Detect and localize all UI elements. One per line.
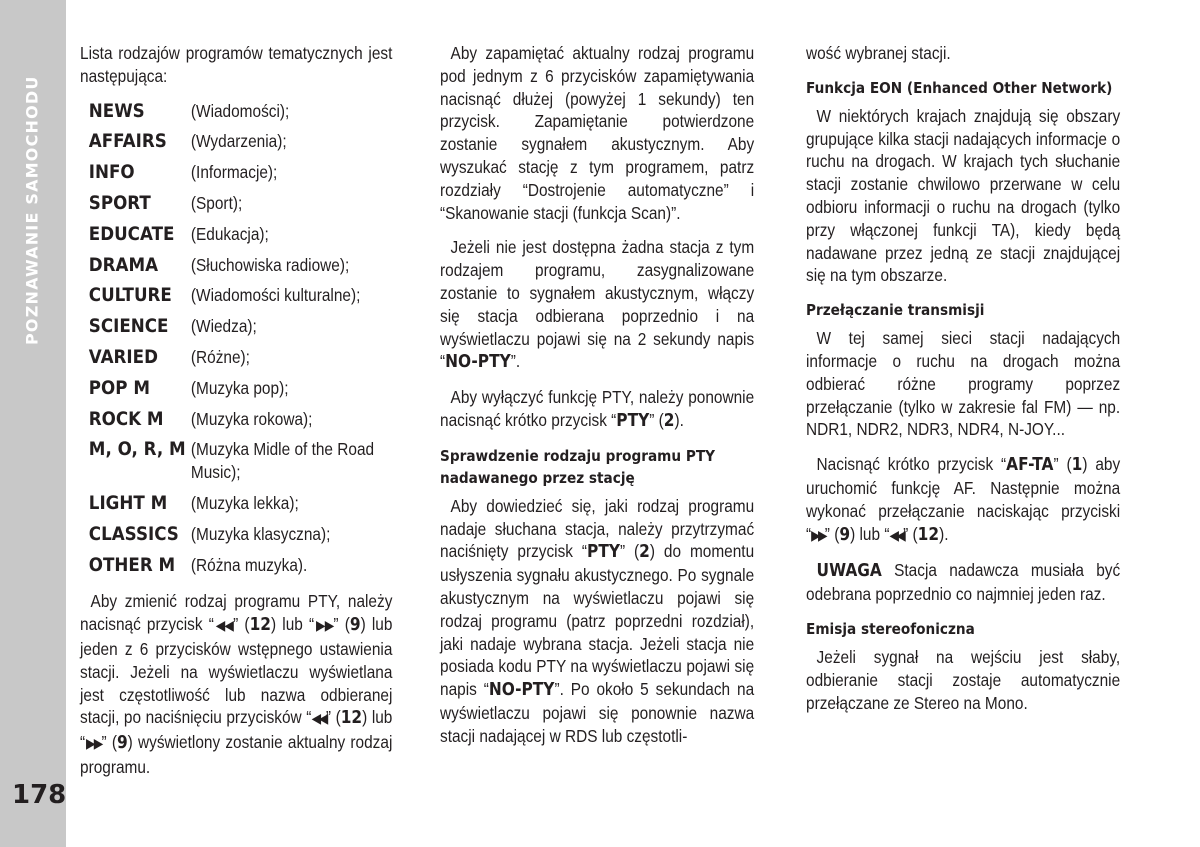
pty-code: LIGHT M <box>88 491 168 514</box>
column-2 <box>440 42 754 760</box>
next-icon: ▶▶ <box>314 618 334 635</box>
pty-code: INFO <box>88 161 135 184</box>
paragraph-switching: W tej samej sieci stacji nadających informacje o ruchu na drogach można odbierać różne programy poprzez przełączanie (tylko w zakresie fal FM) — np. NDR1, NDR2, NDR3, NDR4, N-JOY... <box>806 328 1121 440</box>
paragraph-change-pty: Aby zmienić rodzaj programu PTY, należy nacisnąć przycisk “◀◀” (12) lub “▶▶” (9) lub jeden z 6 przycisków wstępnego ustawienia stacji. Jeżeli na wyświetlaczu wyświetlana jest częstotliwość lub nazwa odbieranej stacji, po naciśnięciu przycisków “◀◀” (12) lub “▶▶” (9) wyświetlony zostanie aktualny rodzaj programu. <box>80 591 393 777</box>
paragraph-note: UWAGA Stacja nadawcza musiała być odebrana poprzednio co najmniej jeden raz. <box>806 560 1121 605</box>
pty-row <box>89 523 393 554</box>
pty-code: NEWS <box>88 99 145 122</box>
pty-code: VARIED <box>88 345 158 368</box>
paragraph-disable-pty: Aby wyłączyć funkcję PTY, należy ponownie nacisnąć krótko przycisk “PTY” (2). <box>440 387 755 431</box>
pty-code: EDUCATE <box>88 222 175 245</box>
pty-description: (Różne); <box>190 346 250 367</box>
paragraph-af-ta: Nacisnąć krótko przycisk “AF-TA” (1) aby uruchomić funkcję AF. Następnie można wykonać przełączanie naciskając przyciski “▶▶” (9) lub “◀◀” (12). <box>806 454 1121 545</box>
pty-description: (Wiadomości); <box>190 100 290 121</box>
prev-icon: ◀◀ <box>213 618 234 635</box>
pty-code: M, O, R, M <box>88 438 186 461</box>
pty-description: (Sport); <box>190 192 243 213</box>
paragraph-stereo: Jeżeli sygnał na wejściu jest słaby, odbieranie stacji zostaje automatycznie przełączane ze Stereo na Mono. <box>806 646 1121 713</box>
pty-row <box>89 377 393 408</box>
column-3 <box>806 42 1120 726</box>
pty-row <box>89 315 393 346</box>
pty-row <box>89 223 393 254</box>
pty-row <box>89 161 393 192</box>
heading-switching: Przełączanie transmisji <box>806 301 985 320</box>
pty-row <box>89 100 393 131</box>
pty-description: (Muzyka rokowa); <box>190 408 313 429</box>
pty-description: (Muzyka pop); <box>190 377 289 398</box>
pty-row <box>89 254 393 285</box>
paragraph-continuation: wość wybranej stacji. <box>806 43 951 63</box>
side-bar <box>0 0 66 847</box>
prev-icon: ◀◀ <box>311 711 326 728</box>
pty-row <box>89 408 393 439</box>
pty-code: OTHER M <box>88 553 176 576</box>
heading-check-pty: Sprawdzenie rodzaju programu PTY nadawanego przez stację <box>440 446 716 487</box>
pty-description: (Słuchowiska radiowe); <box>190 254 350 275</box>
pty-description: (Wydarzenia); <box>190 131 287 152</box>
pty-row <box>89 130 393 161</box>
pty-intro: Lista rodzajów programów tematycznych jest następująca: <box>80 43 393 86</box>
pty-row <box>89 492 393 523</box>
pty-description: (Wiedza); <box>190 316 257 337</box>
pty-description: (Wiadomości kulturalne); <box>190 285 361 306</box>
pty-description: (Edukacja); <box>190 223 269 244</box>
pty-description: (Muzyka lekka); <box>190 492 299 513</box>
pty-row <box>89 284 393 315</box>
pty-row <box>89 438 393 492</box>
pty-code: AFFAIRS <box>88 130 167 153</box>
pty-row <box>89 346 393 377</box>
pty-code: SPORT <box>88 191 151 214</box>
heading-stereo: Emisja stereofoniczna <box>806 619 975 638</box>
pty-code: DRAMA <box>88 253 159 276</box>
section-title: POZNAWANIE SAMOCHODU <box>22 75 42 345</box>
column-1 <box>80 42 392 791</box>
next-icon: ▶▶ <box>85 736 102 753</box>
paragraph-no-pty: Jeżeli nie jest dostępna żadna stacja z tym rodzajem programu, zasygnalizowane zostanie to sygnałem akustycznym, włączy się stacja odbierana poprzednio i na wyświetlaczu pojawi się na 2 sekundy napis “NO-PTY”. <box>440 237 755 373</box>
page-number: 178 <box>12 780 67 810</box>
pty-description: (Muzyka Midle of the Road Music); <box>190 439 375 483</box>
paragraph-store-pty: Aby zapamiętać aktualny rodzaj programu pod jednym z 6 przycisków zapamiętywania nacisnąć dłużej (powyżej 1 sekundy) ten przycisk. Zapamiętanie potwierdzone zostanie sygnałem akustycznym. Aby wyszukać stację z tym programem, patrz rozdziały “Dostrojenie automatyczne” i “Skanowanie stacji (funkcja Scan)”. <box>440 43 755 223</box>
pty-code: CLASSICS <box>88 522 179 545</box>
pty-code: CULTURE <box>88 284 172 307</box>
pty-description: (Informacje); <box>190 162 278 183</box>
paragraph-eon: W niektórych krajach znajdują się obszary grupujące kilka stacji nadających informacje o ruchu na drogach. W krajach tych słuchanie stacji zostanie chwilowo przerwane w celu odbioru informacji o ruchu na drogach (tylko przy włączonej funkcji TA), kiedy będą nadawane przez jedną ze stacji znajdującej się na tym obszarze. <box>806 105 1121 286</box>
pty-description: (Różna muzyka). <box>190 554 308 575</box>
pty-row <box>89 192 393 223</box>
pty-code: SCIENCE <box>88 315 169 338</box>
next-icon: ▶▶ <box>811 527 825 544</box>
pty-code: POP M <box>88 376 150 399</box>
heading-eon: Funkcja EON (Enhanced Other Network) <box>806 78 1113 97</box>
prev-icon: ◀◀ <box>889 527 904 544</box>
pty-code: ROCK M <box>88 407 164 430</box>
pty-list <box>89 100 393 585</box>
paragraph-check-pty: Aby dowiedzieć się, jaki rodzaj programu nadaje słuchana stacja, należy przytrzymać naciśnięty przycisk “PTY” (2) do momentu usłyszenia sygnału akustycznego. Po sygnale akustycznym na wyświetlaczu pojawi się rodzaj programu (patrz poprzedni rozdział), jaki nadaje wybrana stacja. Jeżeli stacja nie posiada kodu PTY na wyświetlaczu pojawi się napis “NO-PTY”. Po około 5 sekundach na wyświetlaczu pojawi się ponownie nazwa stacji nadającej w RDS lub częstotli- <box>440 495 755 746</box>
pty-description: (Muzyka klasyczna); <box>190 523 331 544</box>
pty-row <box>89 554 393 585</box>
